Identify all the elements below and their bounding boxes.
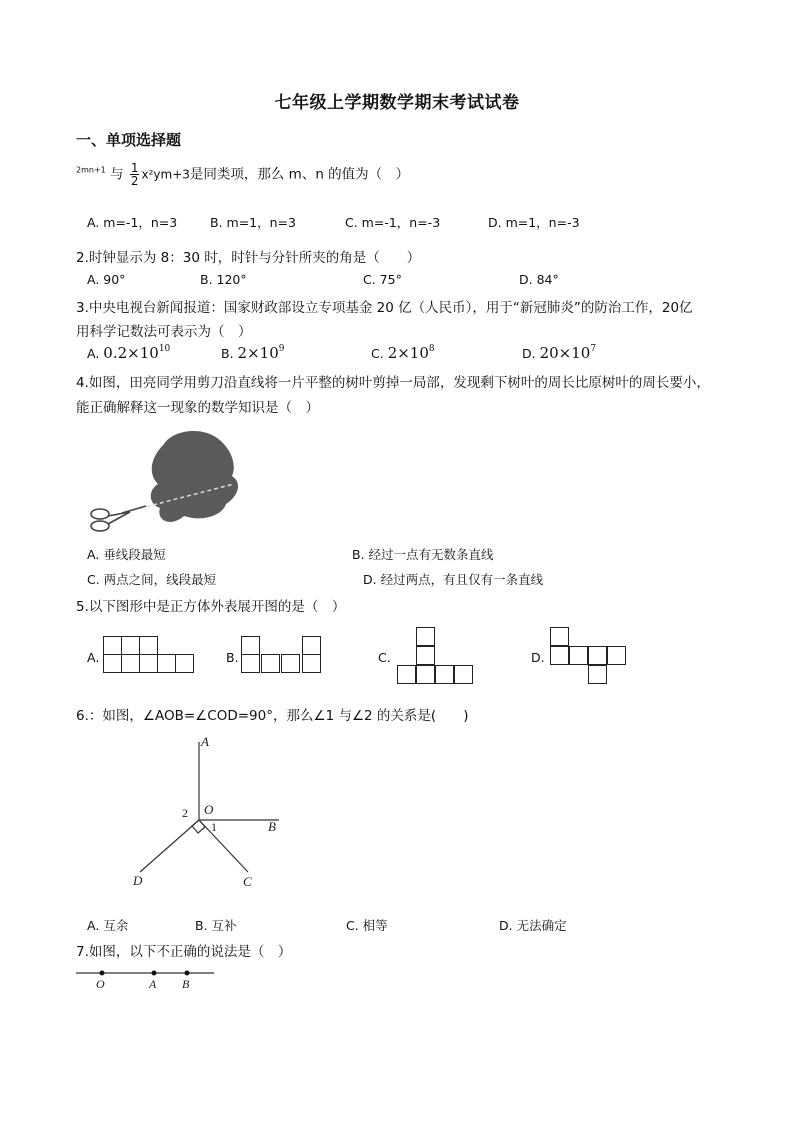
question-5: 5.以下图形中是正方体外表展开图的是（ ）	[76, 599, 346, 615]
question-6: 6.：如图，∠AOB=∠COD=90°，那么∠1 与∠2 的关系是( )	[76, 708, 469, 724]
q2-option-c[interactable]: C. 75°	[363, 272, 402, 287]
q3-option-b[interactable]	[221, 344, 284, 362]
question-7: 7.如图，以下不正确的说法是（ ）	[76, 944, 292, 960]
question-3-line-2: 用科学记数法可表示为（ ）	[76, 324, 252, 340]
question-1	[76, 162, 409, 187]
q2-option-a[interactable]: A. 90°	[87, 272, 126, 287]
number-line-figure	[74, 962, 219, 996]
q1-fraction	[130, 162, 140, 187]
q3-option-c-exp: 8	[428, 344, 435, 354]
leaf-shape	[151, 431, 238, 522]
q1-expression: x²ym+3	[141, 167, 190, 182]
q3-option-a-value: 0.2×10	[103, 344, 159, 362]
q3-option-c-label: C.	[371, 346, 384, 361]
q1-option-a[interactable]: A. m=-1，n=3	[87, 215, 178, 230]
q3-option-d-label: D.	[522, 346, 536, 361]
label-point-o: O	[96, 977, 105, 991]
scissors-icon	[91, 506, 146, 531]
q2-option-b[interactable]: B. 120°	[200, 272, 247, 287]
angle-figure	[120, 730, 300, 895]
q6-option-d[interactable]: D. 无法确定	[499, 918, 567, 933]
q1-superscript: 2	[76, 165, 82, 175]
label-point-a: A	[149, 977, 157, 991]
q3-option-b-value: 2×10	[237, 344, 279, 362]
q1-option-d[interactable]: D. m=1，n=-3	[488, 215, 580, 230]
question-4-line-2: 能正确解释这一现象的数学知识是（ ）	[76, 400, 319, 416]
section-heading: 一、单项选择题	[76, 131, 182, 149]
q5-option-c-label[interactable]: C.	[378, 650, 391, 665]
label-o: O	[204, 802, 214, 817]
point-a	[152, 971, 157, 976]
q2-option-d[interactable]: D. 84°	[519, 272, 559, 287]
q3-option-d-value: 20×10	[539, 344, 591, 362]
q5-option-a-label[interactable]: A.	[87, 650, 100, 665]
q3-option-d-exp: 7	[590, 344, 597, 354]
q4-option-a[interactable]: A. 垂线段最短	[87, 547, 166, 562]
page-title: 七年级上学期数学期末考试试卷	[274, 93, 520, 113]
q4-option-c[interactable]: C. 两点之间，线段最短	[87, 572, 217, 587]
q1-fraction-numerator: 1	[130, 161, 139, 175]
q6-option-a[interactable]: A. 互余	[87, 918, 129, 933]
q6-option-b[interactable]: B. 互补	[195, 918, 237, 933]
label-angle-2: 2	[182, 806, 188, 820]
q6-option-c[interactable]: C. 相等	[346, 918, 388, 933]
question-4-line-1: 4.如图，田亮同学用剪刀沿直线将一片平整的树叶剪掉一局部，发现剩下树叶的周长比原树叶的周长要小，	[76, 375, 710, 391]
label-angle-1: 1	[211, 820, 217, 834]
q1-fraction-denominator: 2	[130, 174, 139, 188]
q3-option-a-label: A.	[87, 346, 100, 361]
q5-option-d-label[interactable]: D.	[531, 650, 545, 665]
question-2: 2.时钟显示为 8：30 时，时针与分针所夹的角是（ ）	[76, 250, 421, 266]
q4-option-d[interactable]: D. 经过两点，有且仅有一条直线	[363, 572, 544, 587]
point-b	[185, 971, 190, 976]
q3-option-d[interactable]	[522, 344, 596, 362]
label-d: D	[133, 873, 143, 888]
label-point-b: B	[182, 977, 190, 991]
q3-option-c[interactable]	[371, 344, 435, 362]
angle-mark	[192, 820, 205, 833]
point-o	[100, 971, 105, 976]
q1-connector: 与	[110, 166, 124, 183]
ray-oc	[199, 820, 248, 872]
q1-tail: 是同类项，那么 m、n 的值为（ ）	[189, 166, 410, 183]
q3-option-b-label: B.	[221, 346, 234, 361]
q1-option-b[interactable]: B. m=1，n=3	[210, 215, 296, 230]
ray-od	[140, 820, 199, 872]
q4-option-b[interactable]: B. 经过一点有无数条直线	[352, 547, 494, 562]
q3-option-a[interactable]	[87, 344, 170, 362]
leaf-scissors-figure	[86, 424, 246, 542]
q3-option-b-exp: 9	[278, 344, 285, 354]
q3-option-a-exp: 10	[158, 344, 171, 354]
q3-option-c-value: 2×10	[387, 344, 429, 362]
q5-option-b-label[interactable]: B.	[226, 650, 239, 665]
q1-option-c[interactable]: C. m=-1，n=-3	[345, 215, 441, 230]
question-3-line-1: 3.中央电视台新闻报道：国家财政部设立专项基金 20 亿（人民币），用于“新冠肺炎”的防治工作，20亿	[76, 300, 693, 316]
label-b: B	[268, 819, 276, 834]
q1-part-a: mn+1	[81, 165, 106, 175]
label-a: A	[201, 734, 209, 749]
label-c: C	[243, 874, 252, 889]
